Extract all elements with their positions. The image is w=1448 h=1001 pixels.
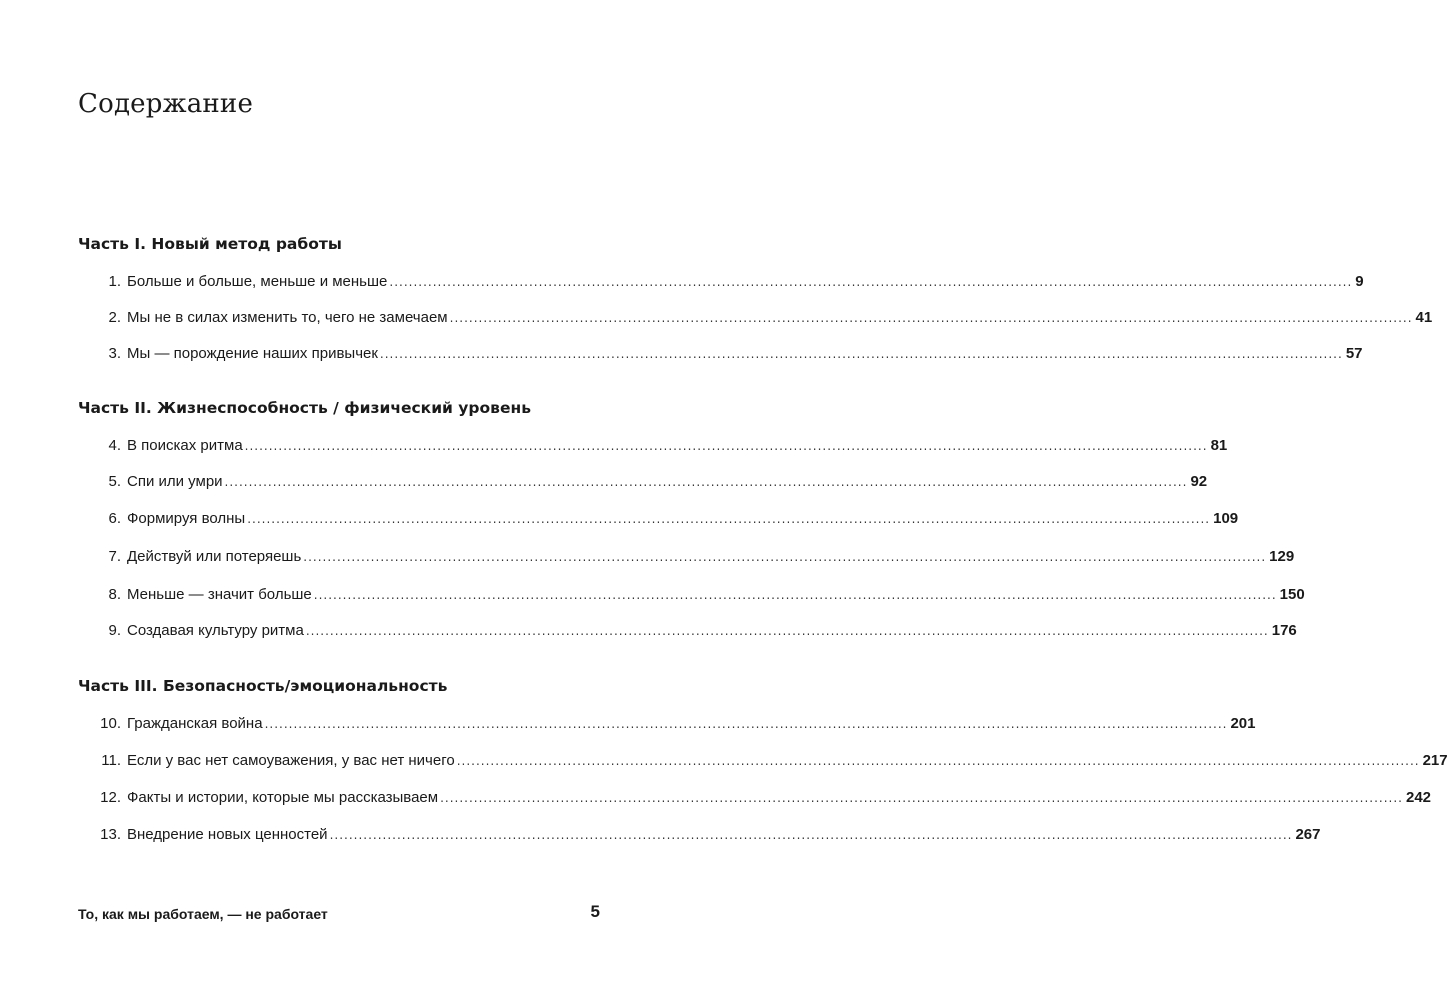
dot-leader: ........................................................................................................................................................................................................ (244, 439, 1208, 453)
entry-page: 242 (1405, 789, 1432, 806)
entry-number: 4. (108, 437, 121, 454)
entry-number: 10. (100, 715, 121, 732)
toc-entry (78, 548, 1295, 570)
dot-leader: ........................................................................................................................................................................................................ (264, 717, 1228, 731)
toc-entry (78, 586, 1305, 608)
dot-leader: ........................................................................................................................................................................................................ (440, 791, 1403, 805)
entry-page: 217 (1422, 752, 1448, 769)
toc-entry (78, 622, 1297, 644)
entry-label: Если у вас нет самоуважения, у вас нет ничего (127, 752, 455, 769)
entry-number: 7. (108, 548, 121, 565)
dot-leader: ........................................................................................................................................................................................................ (329, 828, 1293, 842)
dot-leader: ........................................................................................................................................................................................................ (247, 512, 1211, 526)
toc-entry (78, 345, 1363, 367)
entry-number: 3. (108, 345, 121, 362)
entry-page: 57 (1345, 345, 1363, 362)
part-heading-2: Часть II. Жизнеспособность / физический уровень (78, 399, 531, 417)
entry-label: Действуй или потеряешь (127, 548, 302, 565)
entry-label: Больше и больше, меньше и меньше (127, 273, 388, 290)
toc-entry (78, 510, 1239, 532)
dot-leader: ........................................................................................................................................................................................................ (379, 347, 1343, 361)
dot-leader: ........................................................................................................................................................................................................ (456, 754, 1420, 768)
entry-label: Мы — порождение наших привычек (127, 345, 378, 362)
entry-page: 81 (1210, 437, 1228, 454)
entry-number: 1. (108, 273, 121, 290)
entry-page: 41 (1415, 309, 1433, 326)
dot-leader: ........................................................................................................................................................................................................ (224, 475, 1188, 489)
page-title: Содержание (78, 89, 254, 119)
entry-number: 9. (108, 622, 121, 639)
entry-label: Мы не в силах изменить то, чего не замечаем (127, 309, 448, 326)
part-heading-1: Часть I. Новый метод работы (78, 235, 342, 253)
toc-entry (78, 789, 1432, 811)
toc-entry (78, 437, 1228, 459)
running-footer-title: То, как мы работаем, — не работает (78, 906, 328, 922)
entry-label: Факты и истории, которые мы рассказываем (127, 789, 439, 806)
entry-label: Внедрение новых ценностей (127, 826, 328, 843)
entry-number: 5. (108, 473, 121, 490)
entry-number: 2. (108, 309, 121, 326)
toc-entry (78, 826, 1321, 848)
dot-leader: ........................................................................................................................................................................................................ (389, 275, 1353, 289)
entry-page: 109 (1213, 510, 1239, 527)
entry-label: Формируя волны (127, 510, 246, 527)
page-number: 5 (590, 902, 600, 921)
entry-label: Спи или умри (127, 473, 223, 490)
dot-leader: ........................................................................................................................................................................................................ (449, 311, 1413, 325)
entry-page: 176 (1271, 622, 1297, 639)
entry-page: 267 (1295, 826, 1321, 843)
dot-leader: ........................................................................................................................................................................................................ (303, 550, 1267, 564)
entry-page: 92 (1190, 473, 1208, 490)
entry-page: 9 (1355, 273, 1364, 290)
dot-leader: ........................................................................................................................................................................................................ (305, 624, 1269, 638)
entry-label: В поисках ритма (127, 437, 243, 454)
part-heading-3: Часть III. Безопасность/эмоциональность (78, 677, 448, 695)
entry-label: Гражданская война (127, 715, 263, 732)
toc-entry (78, 309, 1433, 331)
entry-number: 13. (100, 826, 121, 843)
entry-page: 150 (1279, 586, 1305, 603)
toc-entry (78, 273, 1364, 295)
entry-number: 12. (100, 789, 121, 806)
toc-entry (78, 715, 1256, 737)
entry-number: 11. (101, 752, 121, 769)
entry-page: 201 (1230, 715, 1256, 732)
toc-entry (78, 752, 1448, 774)
entry-label: Меньше — значит больше (127, 586, 312, 603)
entry-number: 6. (108, 510, 121, 527)
entry-page: 129 (1269, 548, 1295, 565)
entry-number: 8. (108, 586, 121, 603)
toc-entry (78, 473, 1208, 495)
dot-leader: ........................................................................................................................................................................................................ (313, 588, 1277, 602)
entry-label: Создавая культуру ритма (127, 622, 304, 639)
